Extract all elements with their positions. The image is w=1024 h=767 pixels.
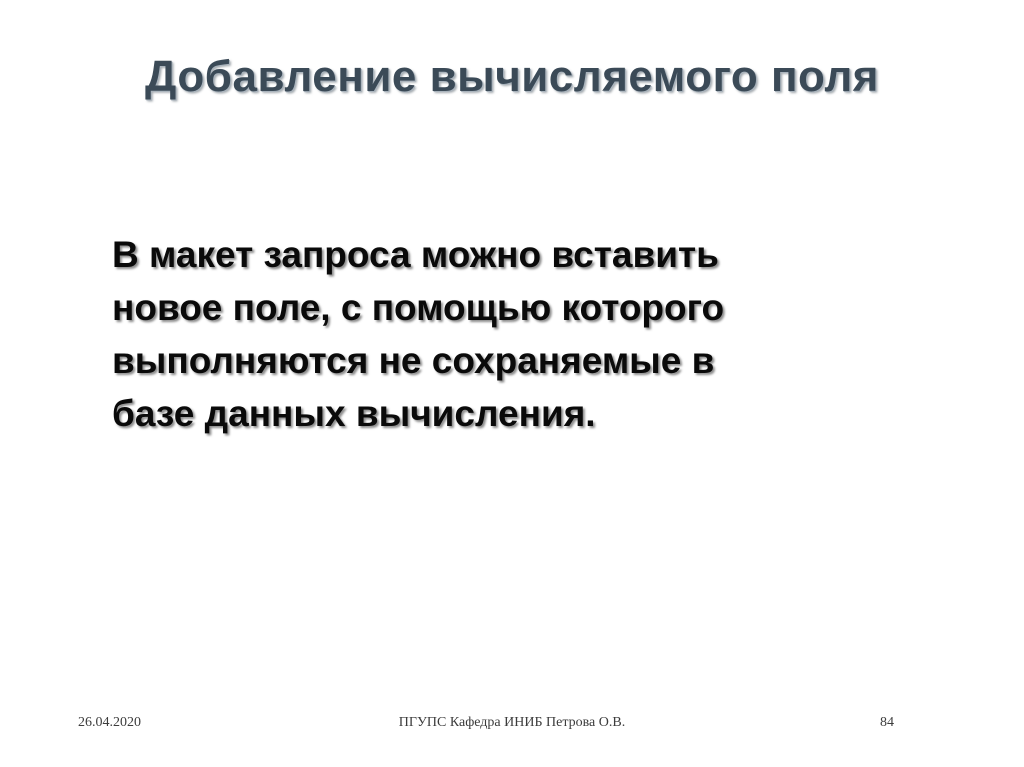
page-title: Добавление вычисляемого поля	[145, 52, 879, 101]
body-line: В макет запроса можно вставить	[112, 234, 719, 275]
slide-footer	[0, 715, 1024, 745]
body-line: базе данных вычисления.	[112, 393, 596, 434]
body-line: новое поле, с помощью которого	[112, 287, 725, 328]
body-line: выполняются не сохраняемые в	[112, 340, 715, 381]
footer-date: 26.04.2020	[78, 715, 141, 730]
footer-page-number: 84	[880, 715, 894, 730]
footer-attribution: ПГУПС Кафедра ИНИБ Петрова О.В.	[398, 715, 626, 730]
slide-body-text	[112, 228, 872, 440]
